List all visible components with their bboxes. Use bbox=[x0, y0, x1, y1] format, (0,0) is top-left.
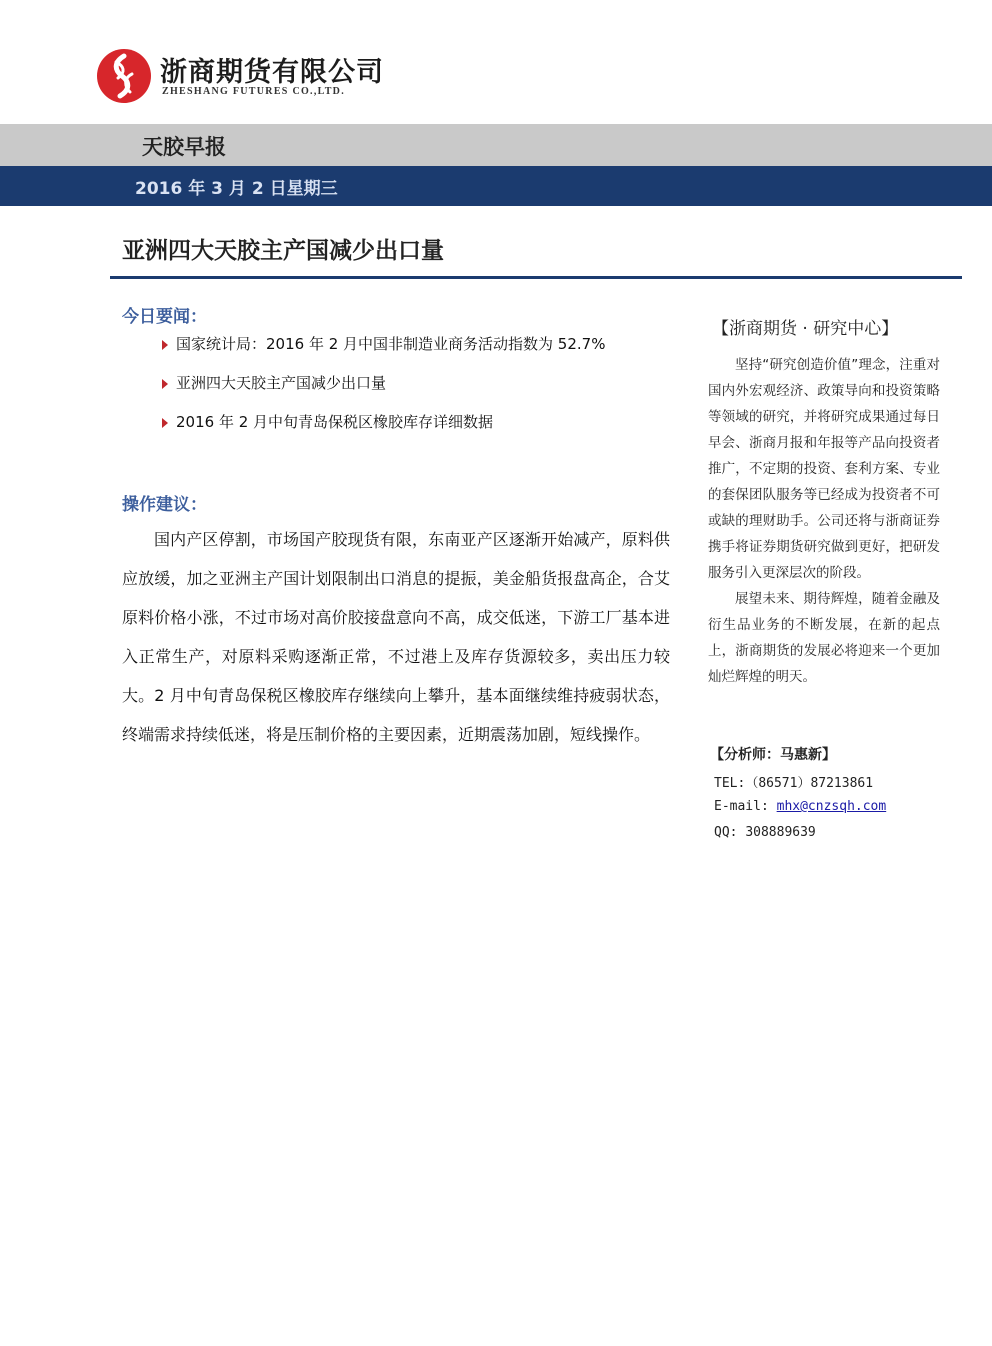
research-center-title: 【浙商期货 · 研究中心】 bbox=[712, 319, 899, 339]
advice-paragraph: 国内产区停割，市场国产胶现货有限，东南亚产区逐渐开始减产，原料供应放缓，加之亚洲主产国计划限制出口消息的提振，美金船货报盘高企，合艾原料价格小涨，不过市场对高价胶接盘意向不高，成交低迷，下游工厂基本进入正常生产，对原料采购逐渐正常，不过港上及库存货源较多，卖出压力较大。2 月中旬青岛保税区橡胶库存继续向上攀升，基本面继续维持疲弱状态，终端需求持续低迷，将是压制价格的主要因素，近期震荡加剧，短线操作。 bbox=[122, 530, 670, 744]
company-name-en: ZHESHANG FUTURES CO.,LTD. bbox=[162, 86, 345, 97]
research-center-paragraph: 坚持“研究创造价值”理念，注重对国内外宏观经济、政策导向和投资策略等领域的研究，并将研究成果通过每日早会、浙商月报和年报等产品向投资者推广，不定期的投资、套利方案、专业的套保团队服务等已经成为投资者不可或缺的理财助手。公司还将与浙商证券携手将证券期货研究做到更好，把研发服务引入更深层次的阶段。 bbox=[708, 357, 940, 581]
qq-label: QQ: bbox=[714, 825, 738, 840]
report-name: 天胶早报 bbox=[142, 135, 226, 159]
analyst-email bbox=[714, 799, 886, 814]
email-link[interactable]: mhx@cnzsqh.com bbox=[776, 799, 887, 814]
email-label: E-mail: bbox=[714, 799, 769, 814]
analyst-name: 【分析师：马惠新】 bbox=[710, 747, 836, 763]
headline-divider bbox=[110, 276, 962, 279]
tel-label: TEL: bbox=[714, 776, 746, 791]
headline: 亚洲四大天胶主产国减少出口量 bbox=[122, 238, 444, 264]
qq-value: 308889639 bbox=[745, 825, 816, 840]
company-name-cn: 浙商期货有限公司 bbox=[160, 57, 384, 88]
zheshang-logo-icon bbox=[96, 48, 152, 104]
news-item-text: 2016 年 2 月中旬青岛保税区橡胶库存详细数据 bbox=[176, 413, 494, 431]
report-date: 2016 年 3 月 2 日星期三 bbox=[135, 179, 338, 199]
tel-value: （86571）87213861 bbox=[745, 776, 874, 791]
research-center-paragraph: 展望未来、期待辉煌，随着金融及衍生品业务的不断发展，在新的起点上，浙商期货的发展必将迎来一个更加灿烂辉煌的明天。 bbox=[708, 591, 940, 685]
red-triangle-bullet-icon bbox=[162, 340, 168, 350]
list-item bbox=[162, 333, 682, 372]
news-list bbox=[162, 333, 682, 450]
news-item-text: 亚洲四大天胶主产国减少出口量 bbox=[176, 374, 387, 392]
news-section-title: 今日要闻： bbox=[122, 307, 207, 327]
red-triangle-bullet-icon bbox=[162, 379, 168, 389]
analyst-tel bbox=[714, 772, 873, 791]
research-center-description bbox=[708, 352, 940, 690]
company-logo bbox=[96, 44, 396, 108]
analyst-qq bbox=[714, 825, 816, 840]
red-triangle-bullet-icon bbox=[162, 418, 168, 428]
list-item bbox=[162, 411, 682, 450]
advice-section-title: 操作建议： bbox=[122, 495, 207, 515]
list-item bbox=[162, 372, 682, 411]
news-item-text: 国家统计局：2016 年 2 月中国非制造业商务活动指数为 52.7% bbox=[176, 335, 606, 353]
